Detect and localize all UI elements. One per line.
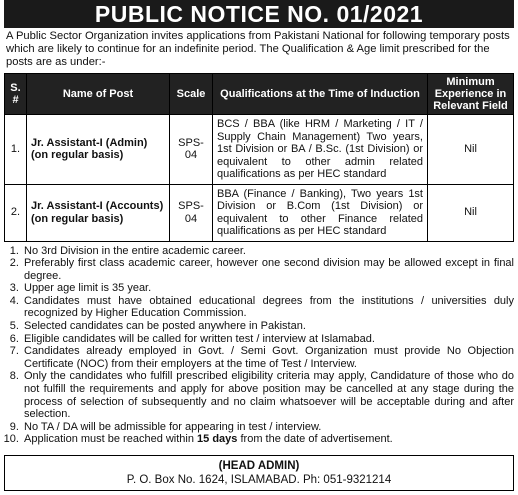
- intro-paragraph: A Public Sector Organization invites applications from Pakistani National for following temporary posts which are likely to continue for an indefinite period. The Qualification & Age limit prescribed for the posts are as under:-: [6, 30, 510, 68]
- header-qualification: Qualifications at the Time of Induction: [213, 74, 428, 115]
- notes-list: [4, 245, 514, 447]
- row-experience: Nil: [428, 115, 514, 185]
- list-item: 3. Upper age limit is 35 year.: [22, 282, 514, 295]
- table-row: [5, 115, 514, 185]
- table-row: [5, 184, 514, 241]
- table-header-row: [5, 74, 514, 115]
- list-item: 5. Selected candidates can be posted anywhere in Pakistan.: [22, 320, 514, 333]
- row-qualification: BBA (Finance / Banking), Two years 1st Division or B.Com (1st Division) or equivalent to other Finance related qualifications as per HEC standard: [213, 184, 428, 241]
- row-sno: 1.: [5, 115, 27, 185]
- row-scale: SPS-04: [170, 184, 213, 241]
- row-experience: Nil: [428, 184, 514, 241]
- list-item: 4. Candidates must have obtained educational degrees from the institutions / universities duly recognized by Higher Education Commission.: [22, 295, 514, 320]
- row-sno: 2.: [5, 184, 27, 241]
- contact-footer: [4, 455, 514, 491]
- note-text: from the date of advertisement.: [237, 433, 393, 446]
- footer-address: P. O. Box No. 1624, ISLAMABAD. Ph: 051-9321214: [126, 474, 392, 486]
- header-post: Name of Post: [27, 74, 170, 115]
- deadline-days: 15 days: [197, 433, 238, 446]
- header-sno: S. #: [5, 74, 27, 115]
- footer-head: (HEAD ADMIN): [218, 460, 300, 472]
- row-scale: SPS-04: [170, 115, 213, 185]
- row-post: Jr. Assistant-I (Admin) (on regular basis): [27, 115, 170, 185]
- notice-title: PUBLIC NOTICE NO. 01/2021: [4, 0, 514, 28]
- list-item: 7. Candidates already employed in Govt. / Semi Govt. Organization must provide No Objection Certificate (NOC) from their employers at the time of Test / Interview.: [22, 345, 514, 370]
- header-scale: Scale: [170, 74, 213, 115]
- list-item: 9. No TA / DA will be admissible for appearing in test / interview.: [22, 421, 514, 434]
- posts-table: [4, 73, 514, 242]
- row-post: Jr. Assistant-I (Accounts) (on regular basis): [27, 184, 170, 241]
- list-item: [22, 433, 514, 446]
- list-item: 8. Only the candidates who fulfill prescribed eligibility criteria may apply, Candidature of those who do not fulfill the requirements and apply for above position may be cancelled at any stage during the process of selection of subsequently and no claim whatsoever will be acceptable during and after selection.: [22, 370, 514, 420]
- list-item: 1. No 3rd Division in the entire academic career.: [22, 245, 514, 258]
- list-item: 6. Eligible candidates will be called for written test / interview at Islamabad.: [22, 333, 514, 346]
- note-text: Application must be reached within: [24, 433, 198, 446]
- header-experience: Minimum Experience in Relevant Field: [428, 74, 514, 115]
- list-item: 2. Preferably first class academic career, however one second division may be allowed except in final degree.: [22, 257, 514, 282]
- row-qualification: BCS / BBA (like HRM / Marketing / IT / Supply Chain Management) Two years, 1st Division or BA / B.Sc. (1st Division) or equivalent to other admin related qualifications as per HEC standard: [213, 115, 428, 185]
